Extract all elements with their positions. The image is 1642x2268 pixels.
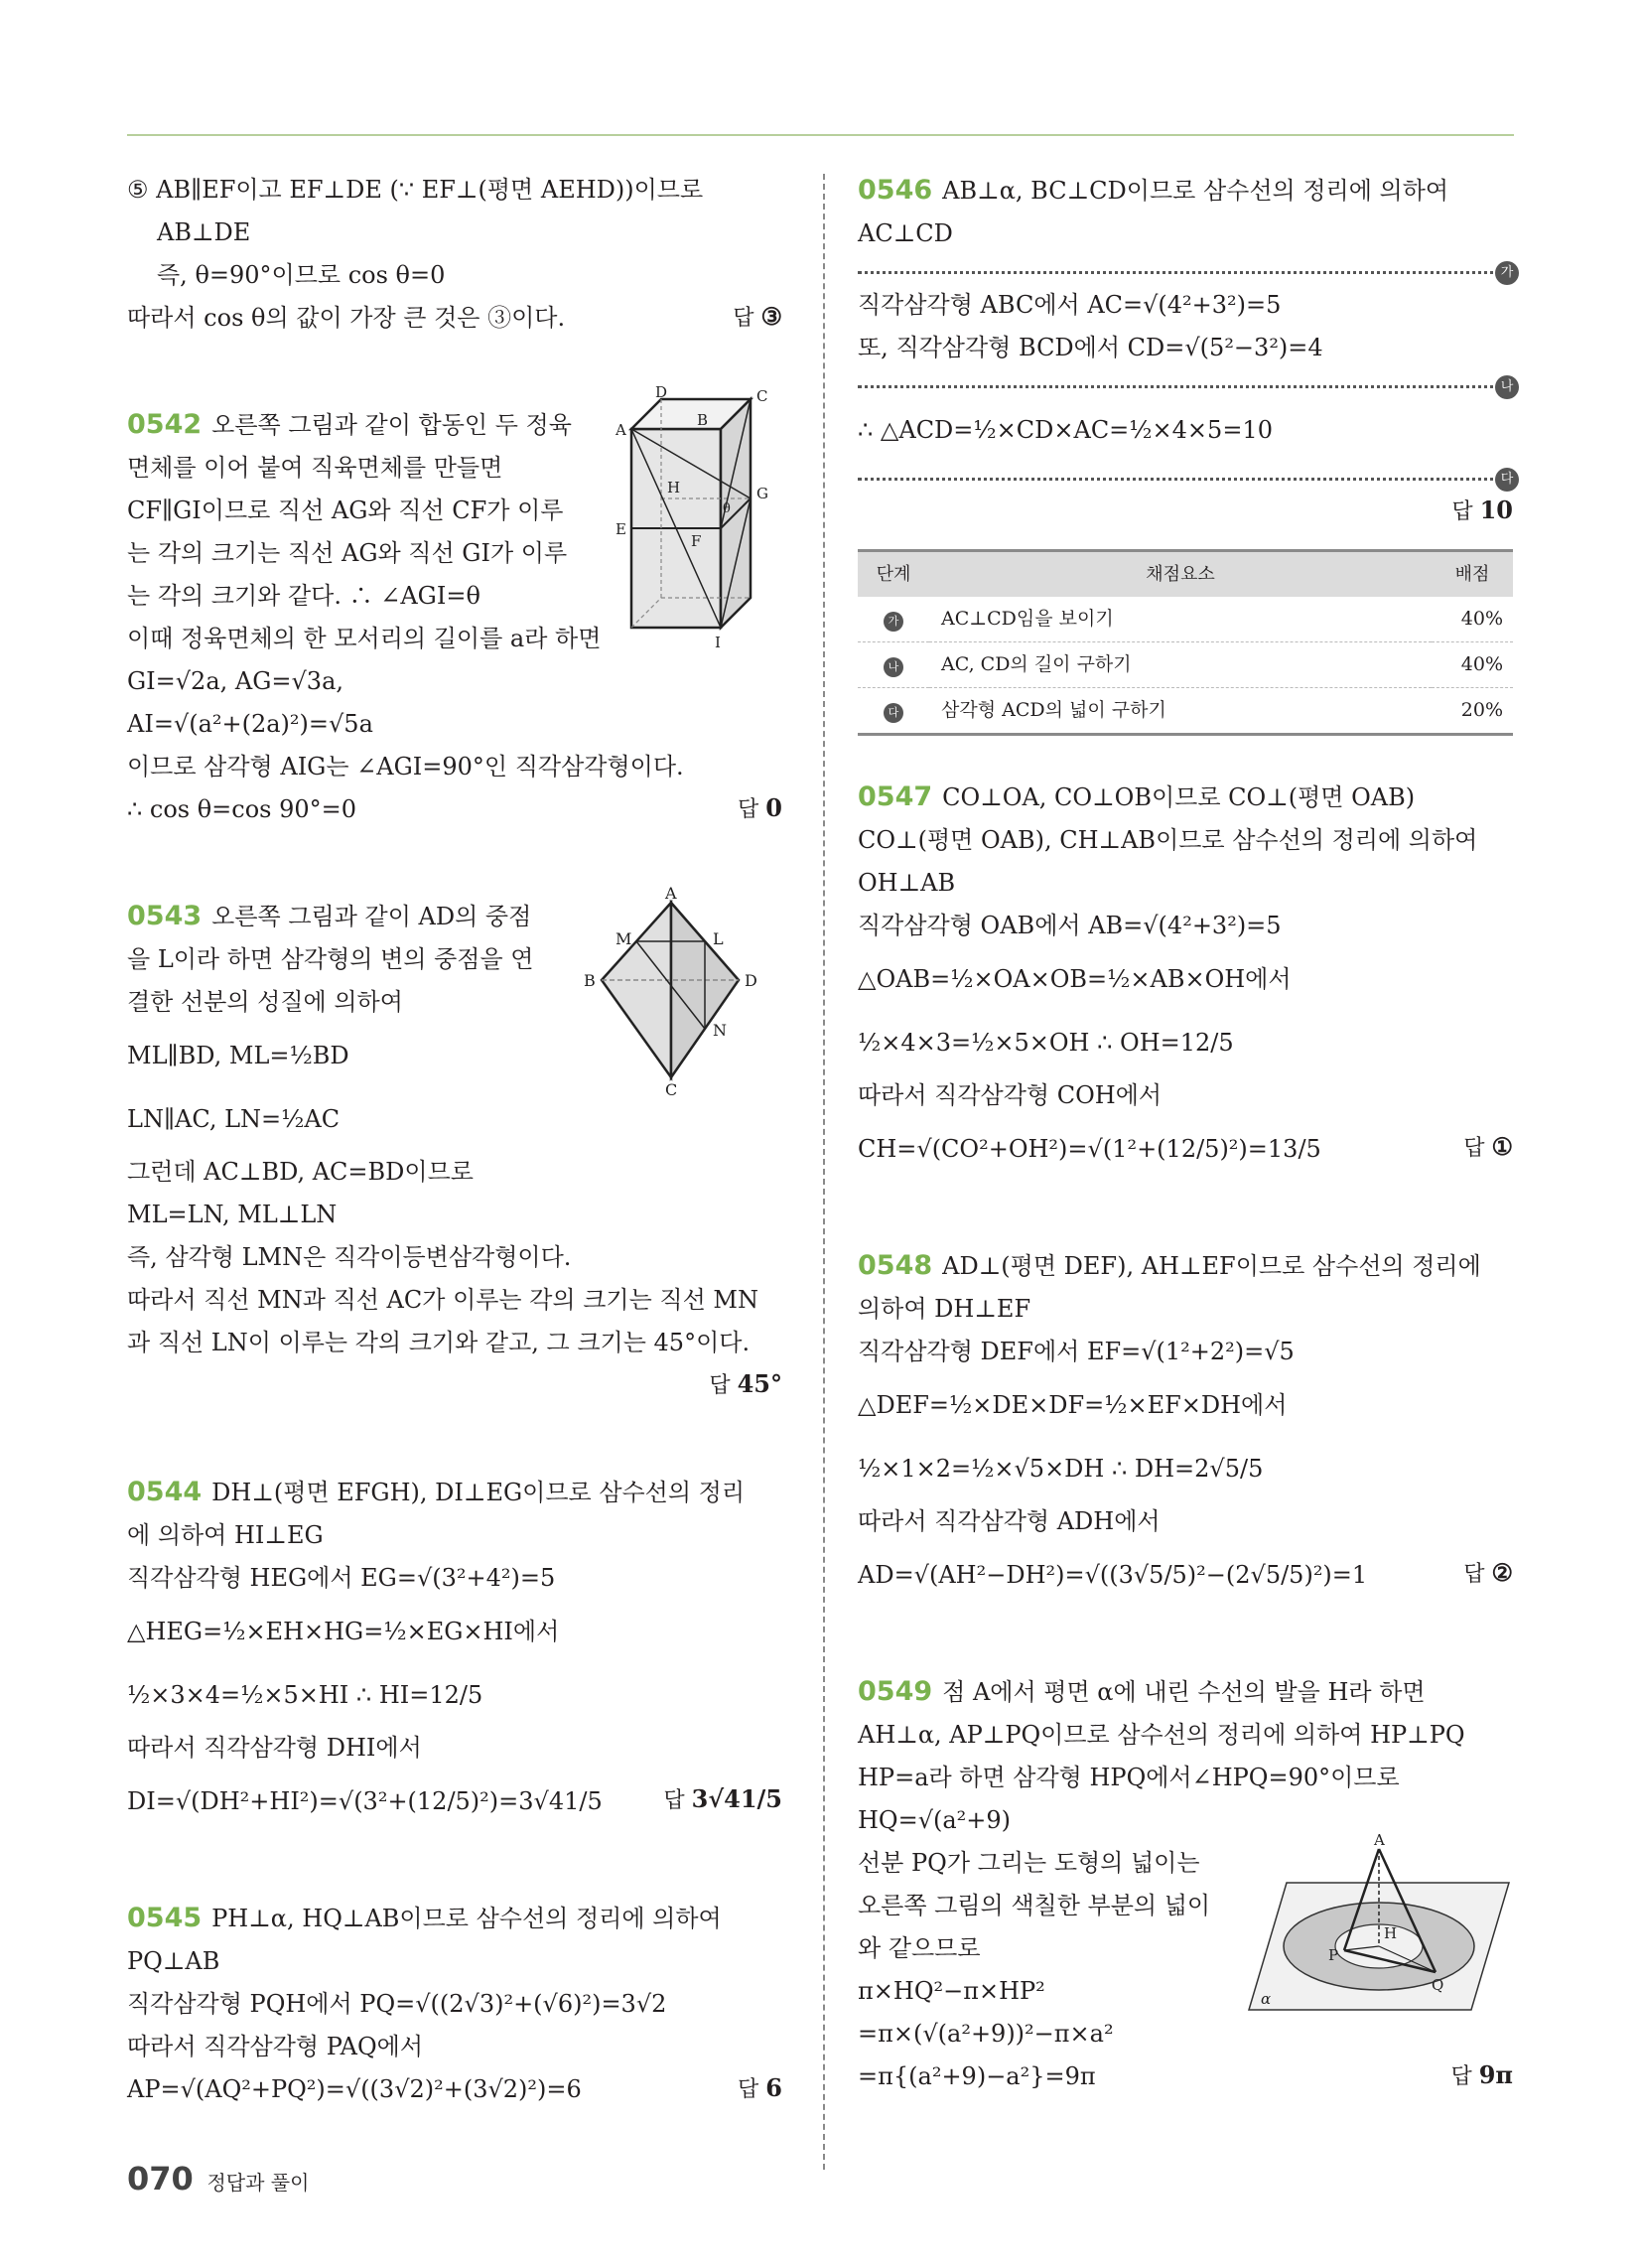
table-header: 배점 [1432, 551, 1513, 598]
line: 직각삼각형 DEF에서 EF=√(1²+2²)=√5 [858, 1338, 1295, 1365]
answer [1463, 1115, 1513, 1181]
line: 따라서 직각삼각형 PAQ에서 [127, 2033, 424, 2060]
answer [738, 786, 782, 831]
scoring-table [858, 549, 1513, 736]
line-text: =π{(a²+9)−a²}=9π [858, 2062, 1096, 2090]
problem-0545 [127, 1897, 782, 2111]
line: PQ⊥AB [127, 1947, 220, 1975]
step-marker: 다 [1495, 468, 1519, 492]
line-text: CO⊥OA, CO⊥OB이므로 CO⊥(평면 OAB) [942, 783, 1416, 811]
line-text: AD⊥(평면 DEF), AH⊥EF이므로 삼수선의 정리에 [942, 1252, 1481, 1280]
line: △DEF=½×DE×DF=½×EF×DH에서 [858, 1391, 1288, 1419]
table-cell: 40% [1432, 642, 1513, 688]
figure-label: A [1374, 1831, 1385, 1849]
dotted-separator [858, 265, 1514, 280]
answer-label: 답 [733, 306, 754, 331]
figure-label: θ [723, 501, 731, 516]
line-text: 따라서 cos θ의 값이 가장 큰 것은 ③이다. [127, 304, 566, 332]
answer-value: 45° [737, 1369, 782, 1398]
problem-0542 [127, 383, 782, 831]
line-text: CH=√(CO²+OH²)=√(1²+(12/5)²)=13/5 [858, 1135, 1321, 1163]
table-header: 채점요소 [929, 551, 1432, 598]
answer-label: 답 [1450, 2064, 1472, 2089]
line: ML∥BD, ML=½BD [127, 1042, 349, 1069]
line-text: PH⊥α, HQ⊥AB이므로 삼수선의 정리에 의하여 [211, 1905, 722, 1932]
line: 이때 정육면체의 한 모서리의 길이를 a라 하면 [127, 625, 602, 652]
answer-label: 답 [709, 1373, 731, 1398]
figure-label: D [745, 971, 757, 990]
figure-label: A [665, 884, 677, 903]
problem-number: 0543 [127, 901, 203, 931]
figure-label: Q [1432, 1976, 1444, 1994]
step-marker: 가 [1495, 261, 1519, 285]
line: OH⊥AB [858, 869, 956, 897]
figure-label: F [691, 532, 702, 550]
problem-number: 0542 [127, 409, 203, 440]
line: 는 각의 크기는 직선 AG와 직선 GI가 이루 [127, 539, 568, 567]
line: 직각삼각형 HEG에서 EG=√(3²+4²)=5 [127, 1564, 556, 1592]
problem-0541-tail [127, 169, 782, 340]
figure-label: D [655, 383, 668, 401]
line [127, 1471, 782, 1514]
line: AB⊥DE [157, 218, 251, 246]
line [858, 169, 1513, 213]
line [127, 1364, 782, 1407]
answer-label: 답 [663, 1788, 685, 1813]
figure-label: E [616, 520, 626, 538]
line-text: ∴ cos θ=cos 90°=0 [127, 795, 357, 823]
problem-0547 [858, 776, 1513, 1181]
right-column [858, 169, 1513, 2098]
step-marker: 나 [1495, 375, 1519, 399]
figure-label: I [715, 634, 721, 651]
answer [738, 2066, 782, 2111]
line: ½×1×2=½×√5×DH ∴ DH=2√5/5 [858, 1455, 1264, 1483]
figure-label: H [667, 479, 681, 496]
figure-label: M [616, 929, 632, 948]
answer-label: 답 [1451, 499, 1473, 524]
table-header: 단계 [858, 551, 929, 598]
answer-value: 3√41/5 [691, 1784, 782, 1813]
cuboid-figure [612, 383, 780, 651]
line [858, 1117, 1513, 1181]
answer-label: 답 [1463, 1562, 1485, 1587]
figure-label: B [697, 411, 709, 429]
step-marker: 다 [884, 703, 903, 723]
figure-label: A [616, 421, 626, 439]
line [858, 1543, 1513, 1607]
answer-value: 10 [1479, 496, 1513, 524]
left-column [127, 169, 782, 2111]
line-text: 오른쪽 그림과 같이 합동인 두 정육 [211, 411, 572, 439]
answer-label: 답 [1463, 1136, 1485, 1161]
line: 과 직선 LN이 이루는 각의 크기와 같고, 그 크기는 45°이다. [127, 1329, 751, 1356]
problem-number: 0548 [858, 1250, 933, 1281]
table-cell: 20% [1432, 688, 1513, 735]
answer-value: 6 [765, 2073, 782, 2102]
line: 그런데 AC⊥BD, AC=BD이므로 [127, 1158, 474, 1186]
line [858, 1244, 1513, 1288]
line: HP=a라 하면 삼각형 HPQ에서∠HPQ=90°이므로 [858, 1764, 1400, 1791]
line-text: AP=√(AQ²+PQ²)=√((3√2)²+(3√2)²)=6 [127, 2075, 582, 2103]
answer-value: 9π [1478, 2060, 1513, 2089]
answer [1463, 1541, 1513, 1607]
table-row [858, 688, 1513, 735]
answer-label: 답 [738, 2077, 759, 2102]
line: 오른쪽 그림의 색칠한 부분의 넓이 [858, 1892, 1211, 1919]
line: 따라서 직각삼각형 ADH에서 [858, 1507, 1161, 1535]
line: 는 각의 크기와 같다. ∴ ∠AGI=θ [127, 582, 480, 610]
line: ½×4×3=½×5×OH ∴ OH=12/5 [858, 1029, 1234, 1057]
answer [663, 1768, 782, 1833]
line [127, 1770, 782, 1833]
line: π×HQ²−π×HP² [858, 1977, 1045, 2005]
line [858, 1670, 1513, 1714]
step-marker: 나 [884, 657, 903, 677]
line: △OAB=½×OA×OB=½×AB×OH에서 [858, 965, 1292, 993]
problem-0546 [858, 169, 1513, 736]
line [127, 297, 782, 340]
annulus-figure [1247, 1831, 1513, 2014]
problem-number: 0549 [858, 1676, 933, 1707]
line: =π×(√(a²+9))²−π×a² [858, 2020, 1114, 2048]
line: 결한 선분의 성질에 의하여 [127, 988, 403, 1016]
line: 즉, 삼각형 LMN은 직각이등변삼각형이다. [127, 1243, 572, 1271]
dotted-separator [858, 472, 1514, 487]
problem-number: 0544 [127, 1477, 203, 1507]
problem-0544 [127, 1471, 782, 1833]
problem-number: 0545 [127, 1903, 203, 1933]
figure-label: α [1261, 1990, 1272, 2008]
line [127, 2068, 782, 2111]
line: 따라서 직선 MN과 직선 AC가 이루는 각의 크기는 직선 MN [127, 1286, 758, 1314]
line: AI=√(a²+(2a)²)=√5a [127, 710, 373, 738]
answer-value: 0 [765, 793, 782, 822]
footer-label: 정답과 풀이 [206, 2171, 310, 2195]
line-text: 오른쪽 그림과 같이 AD의 중점 [211, 903, 532, 930]
line: △HEG=½×EH×HG=½×EG×HI에서 [127, 1618, 560, 1645]
line: ½×3×4=½×5×HI ∴ HI=12/5 [127, 1681, 483, 1709]
problem-number: 0547 [858, 781, 933, 812]
line-text: 점 A에서 평면 α에 내린 수선의 발을 H라 하면 [942, 1678, 1426, 1706]
line: HQ=√(a²+9) [858, 1806, 1012, 1834]
line: 와 같으므로 [858, 1934, 981, 1962]
column-divider [823, 174, 825, 2170]
figure-label: P [1328, 1946, 1339, 1964]
table-cell: AC, CD의 길이 구하기 [929, 642, 1432, 688]
answer-value: ① [1491, 1132, 1513, 1161]
figure-label: C [665, 1080, 678, 1099]
line-text: DH⊥(평면 EFGH), DI⊥EG이므로 삼수선의 정리 [211, 1479, 746, 1506]
step-marker: 가 [884, 612, 903, 632]
line [858, 776, 1513, 819]
line [127, 1897, 782, 1940]
figure-label: B [584, 971, 596, 990]
line: CO⊥(평면 OAB), CH⊥AB이므로 삼수선의 정리에 의하여 [858, 826, 1478, 854]
line: ⑤ AB∥EF이고 EF⊥DE (∵ EF⊥(평면 AEHD))이므로 [127, 176, 704, 204]
answer-value: ③ [760, 302, 782, 331]
tetrahedron-figure [572, 884, 780, 1099]
line: 따라서 직각삼각형 COH에서 [858, 1081, 1163, 1109]
line-text: AB⊥α, BC⊥CD이므로 삼수선의 정리에 의하여 [942, 177, 1449, 205]
line: 또, 직각삼각형 BCD에서 CD=√(5²−3²)=4 [858, 334, 1323, 361]
problem-0548 [858, 1244, 1513, 1607]
problem-0549 [858, 1670, 1513, 2098]
line: 면체를 이어 붙여 직육면체를 만들면 [127, 454, 503, 482]
table-row [858, 642, 1513, 688]
answer-value: ② [1491, 1558, 1513, 1587]
figure-label: N [713, 1021, 727, 1040]
dotted-separator [858, 379, 1514, 394]
line: 따라서 직각삼각형 DHI에서 [127, 1734, 422, 1762]
line: 에 의하여 HI⊥EG [127, 1521, 324, 1549]
problem-number: 0546 [858, 175, 933, 206]
line: ∴ △ACD=½×CD×AC=½×4×5=10 [858, 416, 1273, 444]
line: 선분 PQ가 그리는 도형의 넓이는 [858, 1849, 1200, 1877]
line: GI=√2a, AG=√3a, [127, 667, 344, 695]
figure-label: L [713, 929, 724, 948]
figure-label: C [756, 387, 768, 405]
figure-label: G [756, 485, 768, 502]
table-cell: AC⊥CD임을 보이기 [929, 597, 1432, 642]
line [127, 788, 782, 831]
line: 직각삼각형 ABC에서 AC=√(4²+3²)=5 [858, 291, 1282, 319]
line: AH⊥α, AP⊥PQ이므로 삼수선의 정리에 의하여 HP⊥PQ [858, 1721, 1465, 1749]
line: 을 L이라 하면 삼각형의 변의 중점을 연 [127, 945, 534, 973]
answer [709, 1362, 782, 1407]
line: CF∥GI이므로 직선 AG와 직선 CF가 이루 [127, 496, 564, 524]
table-row [858, 597, 1513, 642]
line: 직각삼각형 OAB에서 AB=√(4²+3²)=5 [858, 912, 1282, 939]
answer [1450, 2054, 1513, 2098]
line: 의하여 DH⊥EF [858, 1295, 1031, 1323]
line [858, 2055, 1513, 2098]
answer [733, 295, 782, 340]
line [858, 491, 1513, 533]
table-header-row [858, 551, 1513, 598]
line-text: AD=√(AH²−DH²)=√((3√5/5)²−(2√5/5)²)=1 [858, 1561, 1368, 1589]
page-number: 070 [127, 2160, 194, 2197]
line: ML=LN, ML⊥LN [127, 1201, 338, 1228]
line: 직각삼각형 PQH에서 PQ=√((2√3)²+(√6)²)=3√2 [127, 1990, 667, 2018]
answer-label: 답 [738, 797, 759, 822]
answer [1451, 489, 1513, 533]
top-rule [127, 134, 1514, 136]
line: LN∥AC, LN=½AC [127, 1105, 341, 1133]
page-footer [127, 2160, 309, 2197]
line: 즉, θ=90°이므로 cos θ=0 [157, 261, 446, 289]
line: 이므로 삼각형 AIG는 ∠AGI=90°인 직각삼각형이다. [127, 753, 684, 780]
figure-label: H [1384, 1924, 1398, 1942]
line-text: DI=√(DH²+HI²)=√(3²+(12/5)²)=3√41/5 [127, 1787, 603, 1815]
table-cell: 40% [1432, 597, 1513, 642]
line: AC⊥CD [858, 219, 953, 247]
table-cell: 삼각형 ACD의 넓이 구하기 [929, 688, 1432, 735]
problem-0543 [127, 884, 782, 1407]
